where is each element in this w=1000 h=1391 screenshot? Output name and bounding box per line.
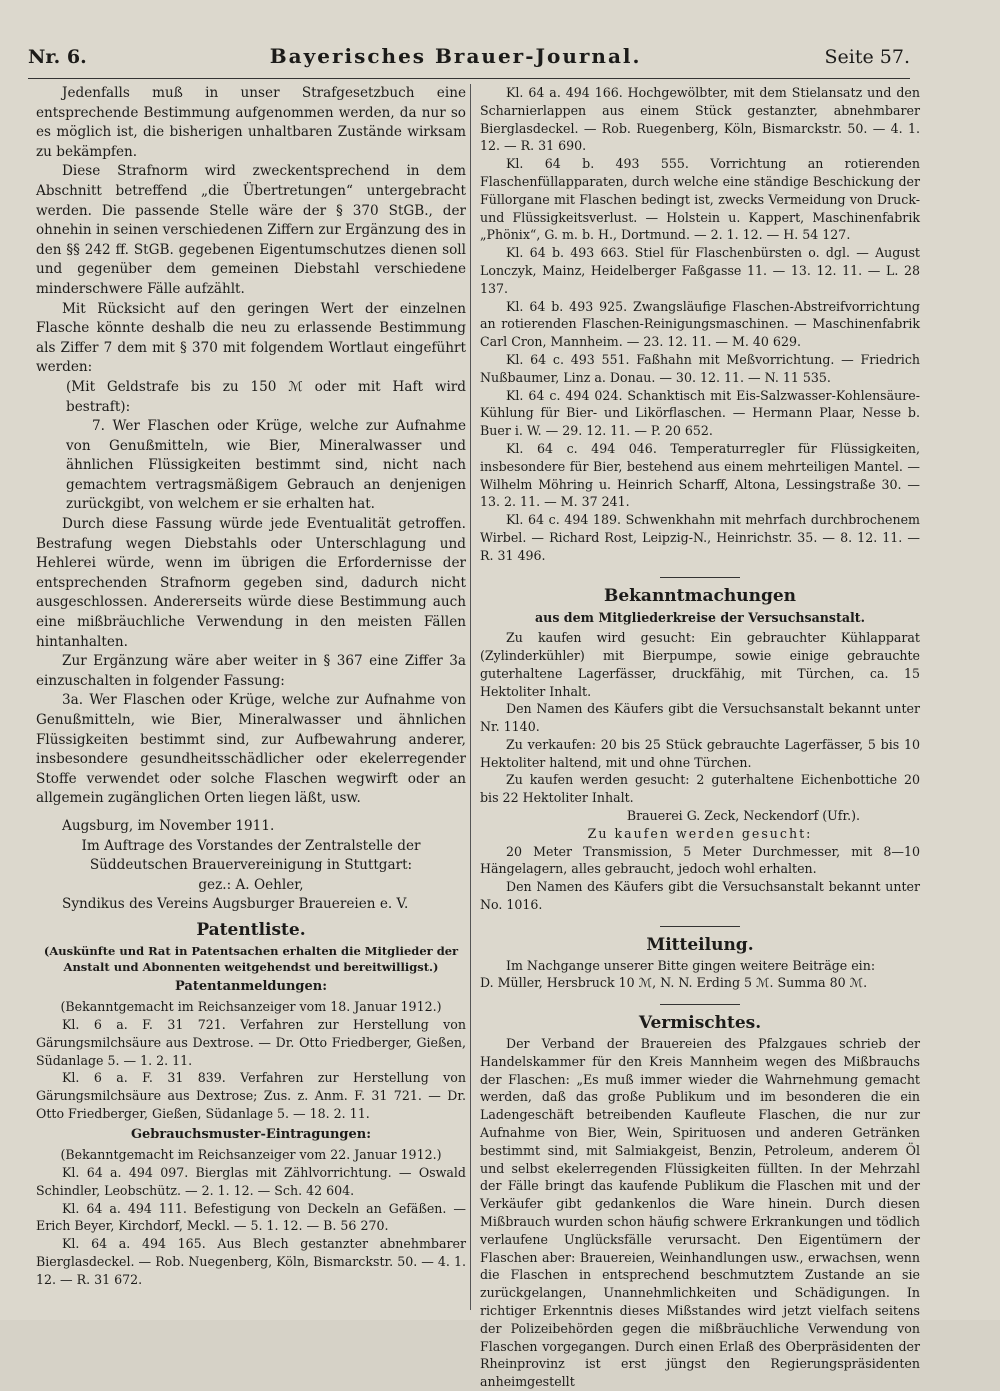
announcement-signature: Brauerei G. Zeck, Neckendorf (Ufr.). xyxy=(626,808,860,824)
patent-entry: Kl. 64 a. 494 111. Befestigung von Deckeln an Gefäßen. — Erich Beyer, Kirchdorf, Meckl. — 5. 1. 12. — B. 56 270. xyxy=(36,1200,466,1234)
notice-text: Im Nachgange unserer Bitte gingen weitere Beiträge ein: xyxy=(506,957,876,973)
patent-note: (Auskünfte und Rat in Patentsachen erhalten die Mitglieder der Anstalt und Abonnenten weitgehendst und bereitwilligst.) xyxy=(43,943,459,974)
section-divider xyxy=(660,1004,740,1005)
patent-entry: Kl. 64 b. 493 555. Vorrichtung an rotierenden Flaschenfüllapparaten, durch welche eine ständige Beschickung der Füllorgane mit Flaschen bedingt ist, zwecks Vermeidung von Druck- und Flüssigkeitsverlust. — Holstein u. Kappert, Maschinenfabrik „Phönix“, G. m. b. H., Dortmund. — 2. 1. 12. — H. 54 127. xyxy=(480,156,920,243)
utility-models-heading: Gebrauchsmuster-Eintragungen: xyxy=(130,1126,372,1142)
place-date: Augsburg, im November 1911. xyxy=(62,817,275,834)
signature: gez.: A. Oehler, xyxy=(198,876,304,893)
announcement: Zu kaufen werden gesucht: xyxy=(587,825,813,841)
patent-entry: Kl. 6 a. F. 31 839. Verfahren zur Herstellung von Gärungsmilchsäure aus Dextrose; Zus. z. Anm. F. 31 721. — Dr. Otto Friedberger, Gießen, Südanlage 5. — 18. 2. 11. xyxy=(36,1070,466,1121)
quote-paragraph: 7. Wer Flaschen oder Krüge, welche zur Aufnahme von Genußmitteln, wie Bier, Mineralwasser und ähnlichen Flüssigkeiten bestimmt sind, nicht nach gemachtem vertragsmäßigem Gebrauch an denjenigen zurückgibt, von welchem er sie erhalten hat. xyxy=(66,418,466,513)
quote-paragraph: (Mit Geldstrafe bis zu 150 ℳ oder mit Haft wird bestraft): xyxy=(66,378,466,415)
journal-title: Bayerisches Brauer-Journal. xyxy=(269,44,642,68)
quote-paragraph: 3a. Wer Flaschen oder Krüge, welche zur Aufnahme von Genußmitteln, wie Bier, Mineralwasser und ähnlichen Flüssigkeiten bestimmt sind, zur Aufbewahrung anderer, insbesondere gesundheitsschädlicher oder ekelerregender Stoffe verwendet oder solche Flaschen wegwirft oder an allgemein zugänglichen Orten liegen läßt, usw. xyxy=(36,692,466,807)
patent-entry: Kl. 64 b. 493 925. Zwangsläufige Flaschen-Abstreifvorrichtung an rotierenden Flaschen-Reinigungsmaschinen. — Maschinenfabrik Carl Cron, Mannheim. — 23. 12. 11. — M. 40 629. xyxy=(480,298,920,350)
patent-applications-heading: Patentanmeldungen: xyxy=(174,978,328,994)
announcement: 20 Meter Transmission, 5 Meter Durchmesser, mit 8—10 Hängelagern, alles gebraucht, jedoch wohl erhalten. xyxy=(480,843,920,877)
left-column xyxy=(36,84,466,1289)
section-divider xyxy=(660,926,740,927)
patent-entry: Kl. 64 b. 493 663. Stiel für Flaschenbürsten o. dgl. — August Lonczyk, Mainz, Heidelberger Faßgasse 11. — 13. 12. 11. — L. 28 137. xyxy=(480,245,920,296)
miscellaneous-heading: Vermischtes. xyxy=(638,1013,762,1034)
paragraph: Diese Strafnorm wird zweckentsprechend in dem Abschnitt betreffend „die Übertretungen“ untergebracht werden. Die passende Stelle wäre der § 370 StGB., der ohnehin in seinen verschiedenen Ziffern zur Ergänzung des in den §§ 242 ff. StGB. gegebenen Eigentumschutzes dienen soll und gegenüber dem gemeinen Diebstahl verschiedene minderschwere Fälle aufzählt. xyxy=(36,163,466,297)
announcement: Den Namen des Käufers gibt die Versuchsanstalt bekannt unter Nr. 1140. xyxy=(480,701,920,735)
announcement: Den Namen des Käufers gibt die Versuchsanstalt bekannt unter No. 1016. xyxy=(480,879,920,913)
section-divider xyxy=(660,577,740,578)
notice-heading: Mitteilung. xyxy=(646,934,754,955)
patent-entry: Kl. 64 c. 494 024. Schanktisch mit Eis-Salzwasser-Kohlensäure-Kühlung für Bier- und Likörflaschen. — Hermann Plaar, Nesse b. Buer i. W. — 29. 12. 11. — P. 20 652. xyxy=(480,387,920,439)
patent-entry: Kl. 64 c. 494 046. Temperaturregler für Flüssigkeiten, insbesondere für Bier, bestehend aus einem mehrteiligen Mantel. — Wilhelm Möhring u. Heinrich Scharff, Altona, Lessingstraße 30. — 13. 2. 11. — M. 37 241. xyxy=(480,440,920,510)
paragraph: Mit Rücksicht auf den geringen Wert der einzelnen Flasche könnte deshalb die neu zu erlassende Bestimmung als Ziffer 7 dem mit § 370 mit folgendem Wortlaut eingeführt werden: xyxy=(36,300,466,376)
paragraph: Jedenfalls muß in unser Strafgesetzbuch eine entsprechende Bestimmung aufgenommen werden, da nur so es möglich ist, die bisherigen unhaltbaren Zustände wirksam zu bekämpfen. xyxy=(36,85,466,160)
miscellaneous-text: Der Verband der Brauereien des Pfalzgaues schrieb der Handelskammer für den Kreis Mannheim wegen des Mißbrauchs der Flaschen: „Es muß immer wieder die Wahrnehmung gemacht werden, daß das große Publikum und im besonderen die ein Ladengeschäft betreibenden Kaufleute Flaschen, die nur zur Aufnahme von Bier, Wein, Spirituosen und anderen Getränken bestimmt sind, mit Salmiakgeist, Benzin, Petroleum, anderem Öl und selbst ekelerregenden Flüssigkeiten füllten. In der Mehrzahl der Fälle bringt das kaufende Publikum die Flaschen mit und der Verkäufer gibt gedankenlos die Ware hinein. Durch diesen Mißbrauch wurden schon häufig schwere Erkrankungen und tödlich verlaufene Unglücksfälle verursacht. Den Eigentümern der Flaschen aber: Brauereien, Weinhandlungen usw., erwachsen, wenn die Flaschen in entsprechend beschmutztem Zustande an sie zurückgelangen, Unannehmlichkeiten und Schädigungen. In richtiger Erkenntnis dieses Mißstandes wird jetzt vielfach seitens der Polizeibehörden gegen die mißbräuchliche Verwendung von Flaschen vorgegangen. Durch einen Erlaß des Oberpräsidenten der Rheinprovinz ist erst jüngst den Regierungspräsidenten anheimgestellt xyxy=(480,1036,920,1390)
patent-entry: Kl. 64 a. 494 165. Aus Blech gestanzter abnehmbarer Bierglasdeckel. — Rob. Nuegenberg, Köln, Bismarckstr. 50. — 4. 1. 12. — R. 31 672. xyxy=(36,1236,466,1287)
header-rule xyxy=(28,78,910,79)
announcements-heading: Bekanntmachungen xyxy=(603,585,797,606)
patent-entry: Kl. 64 c. 494 189. Schwenkhahn mit mehrfach durchbrochenem Wirbel. — Richard Rost, Leipzig-N., Heinrichstr. 35. — 8. 12. 11. — R. 31 496. xyxy=(480,512,920,563)
announcement: Zu kaufen wird gesucht: Ein gebrauchter Kühlapparat (Zylinderkühler) mit Bierpumpe, sowie einige gebrauchte guterhaltene Lagerfässer, druckfähig, mit Türchen, ca. 15 Hektoliter Inhalt. xyxy=(480,630,920,699)
patent-list-heading: Patentliste. xyxy=(196,919,306,940)
patent-entry: Kl. 64 a. 494 097. Bierglas mit Zählvorrichtung. — Oswald Schindler, Leobschütz. — 2. 1. 12. — Sch. 42 604. xyxy=(36,1165,466,1198)
announcements-subheading: aus dem Mitgliederkreise der Versuchsanstalt. xyxy=(535,610,865,626)
issue-number: Nr. 6. xyxy=(28,46,87,68)
patent-entry: Kl. 64 c. 493 551. Faßhahn mit Meßvorrichtung. — Friedrich Nußbaumer, Linz a. Donau. — 30. 12. 11. — N. 11 535. xyxy=(480,351,920,385)
right-column xyxy=(480,84,920,1391)
publication-date: (Bekanntgemacht im Reichsanzeiger vom 22. Januar 1912.) xyxy=(60,1147,442,1163)
syndikus: Syndikus des Vereins Augsburger Brauereien e. V. xyxy=(62,896,409,913)
announcement: Zu kaufen werden gesucht: 2 guterhaltene Eichenbottiche 20 bis 22 Hektoliter Inhalt. xyxy=(480,772,920,806)
patent-entry: Kl. 64 a. 494 166. Hochgewölbter, mit dem Stielansatz und den Scharnierlappen aus einem Stück gestanzter, abnehmbarer Bierglasdeckel. — Rob. Ruegenberg, Köln, Bismarckstr. 50. — 4. 1. 12. — R. 31 690. xyxy=(480,85,920,154)
publication-date: (Bekanntgemacht im Reichsanzeiger vom 18. Januar 1912.) xyxy=(60,999,442,1015)
paragraph: Durch diese Fassung würde jede Eventualität getroffen. Bestrafung wegen Diebstahls oder Unterschlagung und Hehlerei würde, wenn im übrigen die Erfordernisse der entsprechenden Strafnorm gegeben sind, dadurch nicht ausgeschlossen. Andererseits würde diese Bestimmung auch eine mißbräuchliche Verwendung in den meisten Fällen hintanhalten. xyxy=(36,516,466,650)
notice-text: D. Müller, Hersbruck 10 ℳ, N. N. Erding 5 ℳ. Summa 80 ℳ. xyxy=(480,975,868,991)
page-number: Seite 57. xyxy=(824,46,910,68)
mandate-text: Im Auftrage des Vorstandes der Zentralstelle der Süddeutschen Brauervereinigung in Stuttgart: xyxy=(81,837,421,874)
announcement: Zu verkaufen: 20 bis 25 Stück gebrauchte Lagerfässer, 5 bis 10 Hektoliter haltend, mit und ohne Türchen. xyxy=(480,736,920,770)
paragraph: Zur Ergänzung wäre aber weiter in § 367 eine Ziffer 3a einzuschalten in folgender Fassung: xyxy=(36,653,466,689)
patent-entry: Kl. 6 a. F. 31 721. Verfahren zur Herstellung von Gärungsmilchsäure aus Dextrose. — Dr. Otto Friedberger, Gießen, Südanlage 5. — 1. 2. 11. xyxy=(36,1016,466,1068)
column-divider xyxy=(470,84,471,1310)
page-header xyxy=(28,44,910,74)
